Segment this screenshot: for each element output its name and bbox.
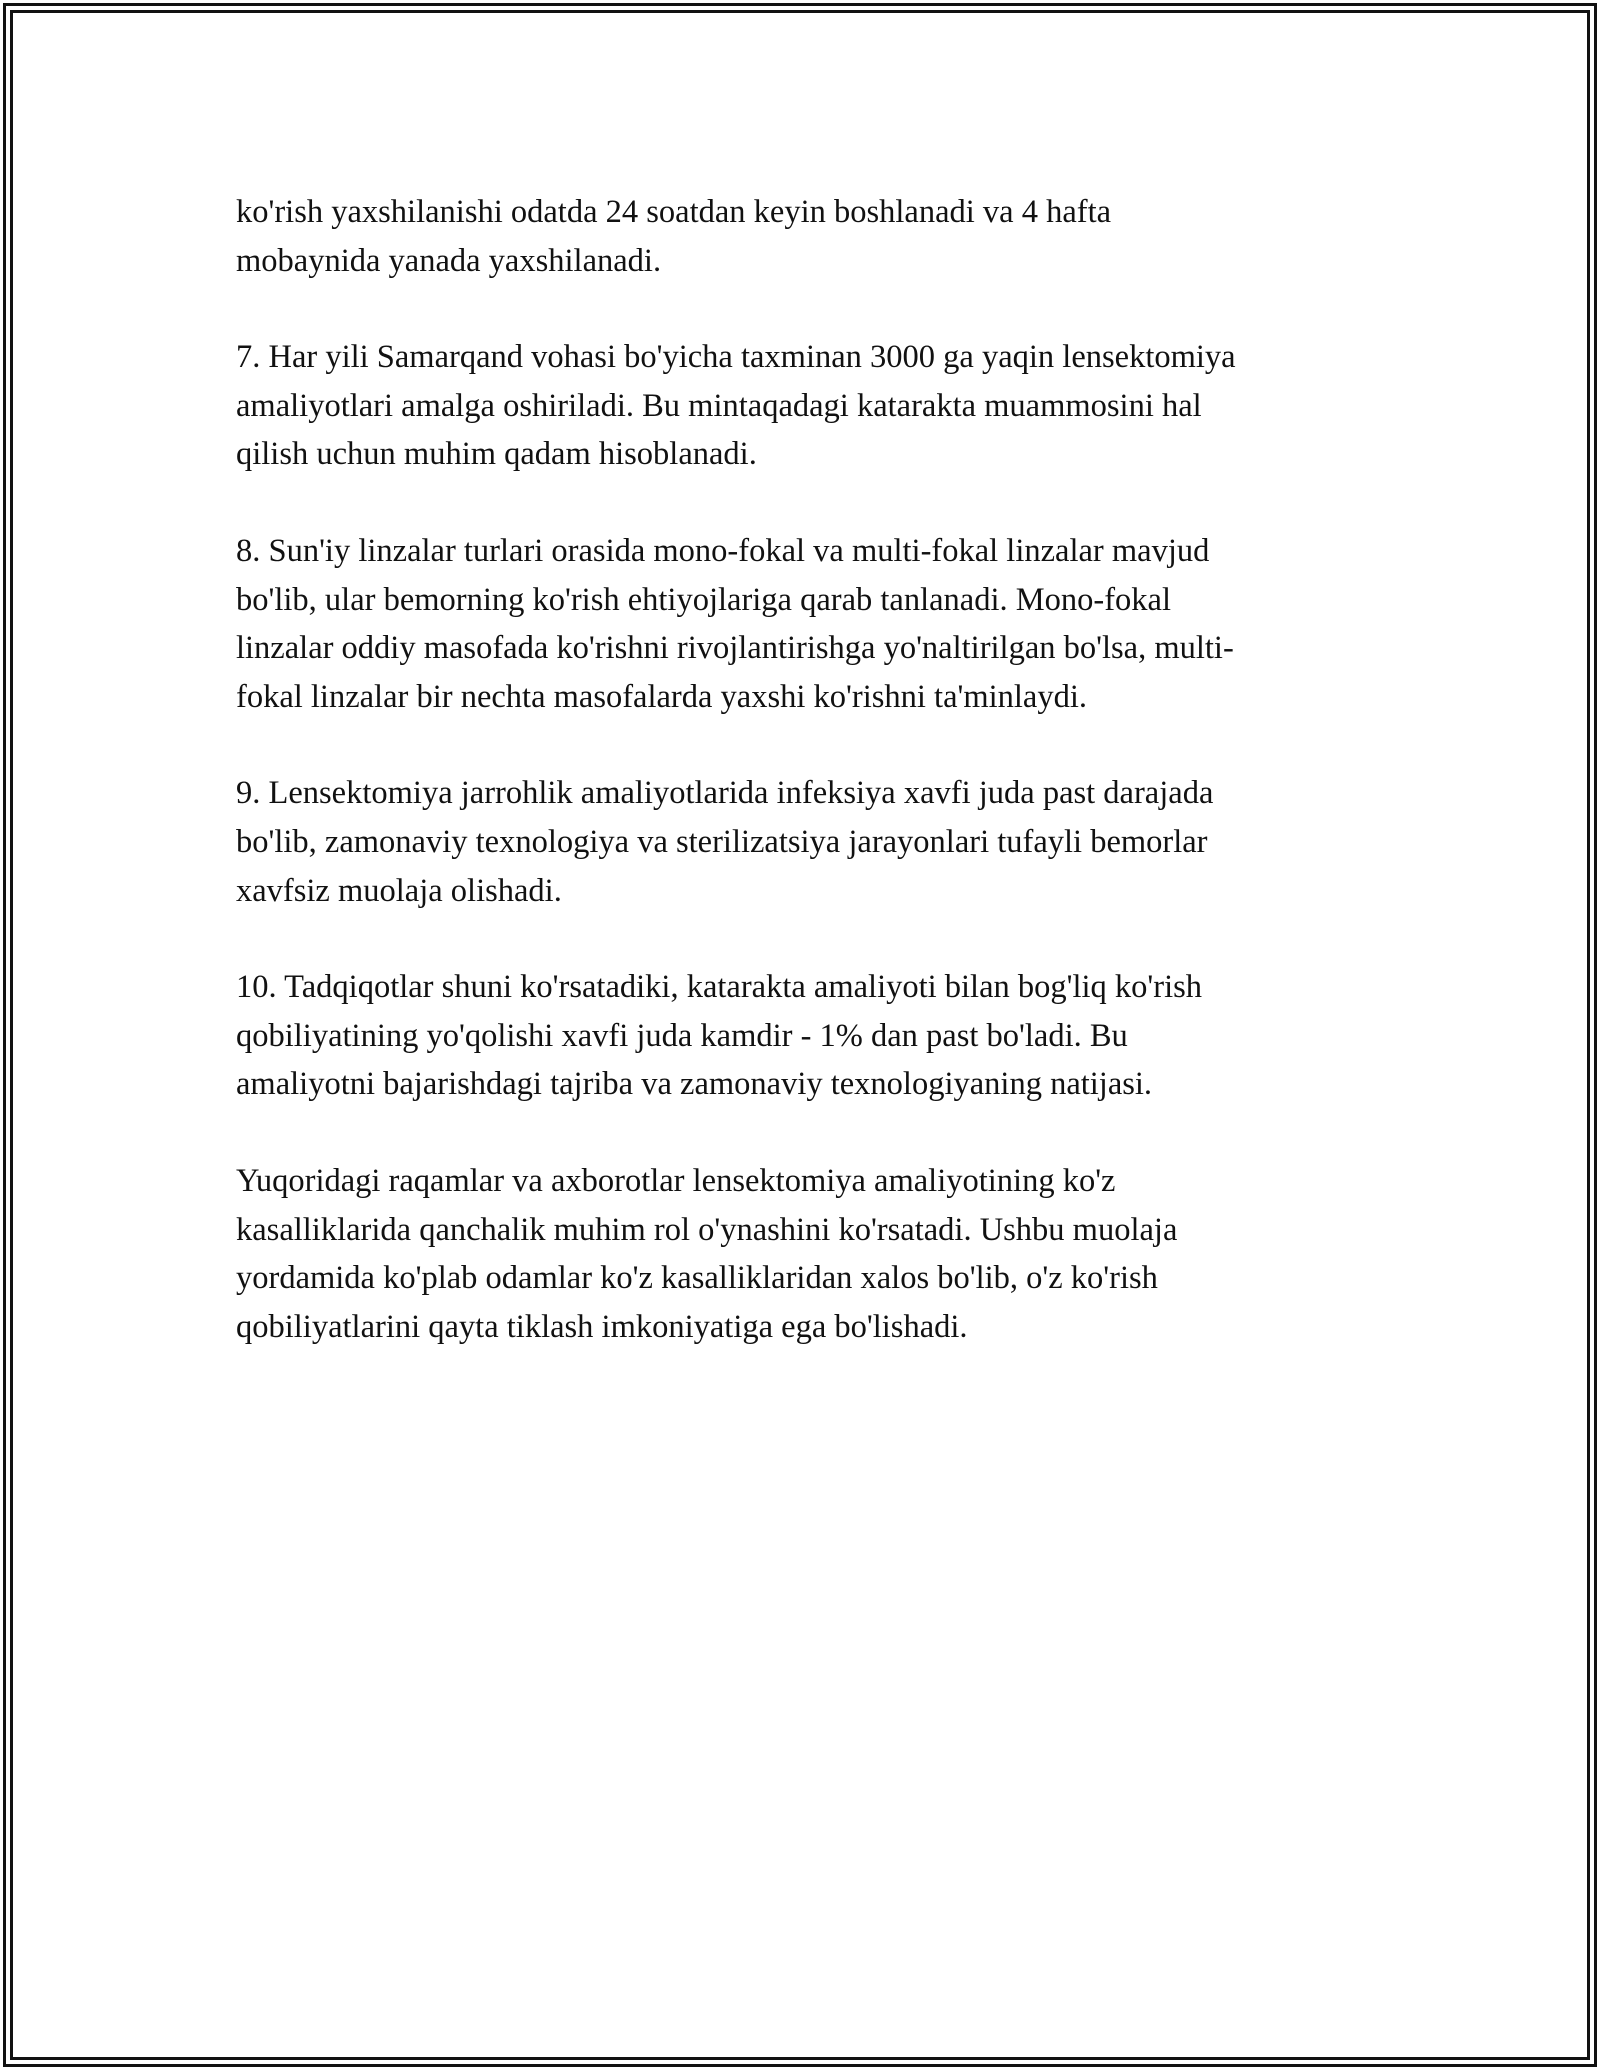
text-line: fokal linzalar bir nechta masofalarda yaxshi ko'rishni ta'minlaydi. [236, 678, 1088, 715]
text-line: kasalliklarida qanchalik muhim rol o'ynashini ko'rsatadi. Ushbu muolaja [236, 1211, 1178, 1248]
text-line: 10. Tadqiqotlar shuni ko'rsatadiki, katarakta amaliyoti bilan bog'liq ko'rish [236, 969, 1203, 1006]
paragraph-item-8 [236, 527, 1366, 721]
text-line: xavfsiz muolaja olishadi. [236, 872, 562, 909]
text-line: qilish uchun muhim qadam hisoblanadi. [236, 436, 757, 473]
text-line: bo'lib, ular bemorning ko'rish ehtiyojlariga qarab tanlanadi. Mono-fokal [236, 581, 1172, 618]
paragraph-conclusion [236, 1157, 1366, 1351]
text-line: 7. Har yili Samarqand vohasi bo'yicha taxminan 3000 ga yaqin lensektomiya [236, 339, 1236, 376]
paragraph-continuation [236, 188, 1366, 285]
text-line: mobaynida yanada yaxshilanadi. [236, 242, 662, 279]
text-line: ko'rish yaxshilanishi odatda 24 soatdan keyin boshlanadi va 4 hafta [236, 194, 1112, 230]
text-line: amaliyotni bajarishdagi tajriba va zamonaviy texnologiyaning natijasi. [236, 1066, 1153, 1103]
text-line: qobiliyatlarini qayta tiklash imkoniyatiga ega bo'lishadi. [236, 1308, 968, 1345]
text-line: bo'lib, zamonaviy texnologiya va sterilizatsiya jarayonlari tufayli bemorlar [236, 823, 1208, 860]
text-line: linzalar oddiy masofada ko'rishni rivojlantirishga yo'naltirilgan bo'lsa, multi- [236, 630, 1234, 667]
text-line: qobiliyatining yo'qolishi xavfi juda kamdir - 1% dan past bo'ladi. Bu [236, 1017, 1128, 1054]
text-line: 9. Lensektomiya jarrohlik amaliyotlarida infeksiya xavfi juda past darajada [236, 775, 1214, 812]
paragraph-item-7 [236, 333, 1366, 479]
text-line: Yuqoridagi raqamlar va axborotlar lensektomiya amaliyotining ko'z [236, 1162, 1116, 1199]
text-line: 8. Sun'iy linzalar turlari orasida mono-fokal va multi-fokal linzalar mavjud [236, 532, 1210, 569]
document-body [236, 188, 1366, 1399]
text-line: yordamida ko'plab odamlar ko'z kasalliklaridan xalos bo'lib, o'z ko'rish [236, 1260, 1158, 1297]
text-line: amaliyotlari amalga oshiriladi. Bu mintaqadagi katarakta muammosini hal [236, 387, 1202, 424]
paragraph-item-10 [236, 963, 1366, 1109]
paragraph-item-9 [236, 769, 1366, 915]
